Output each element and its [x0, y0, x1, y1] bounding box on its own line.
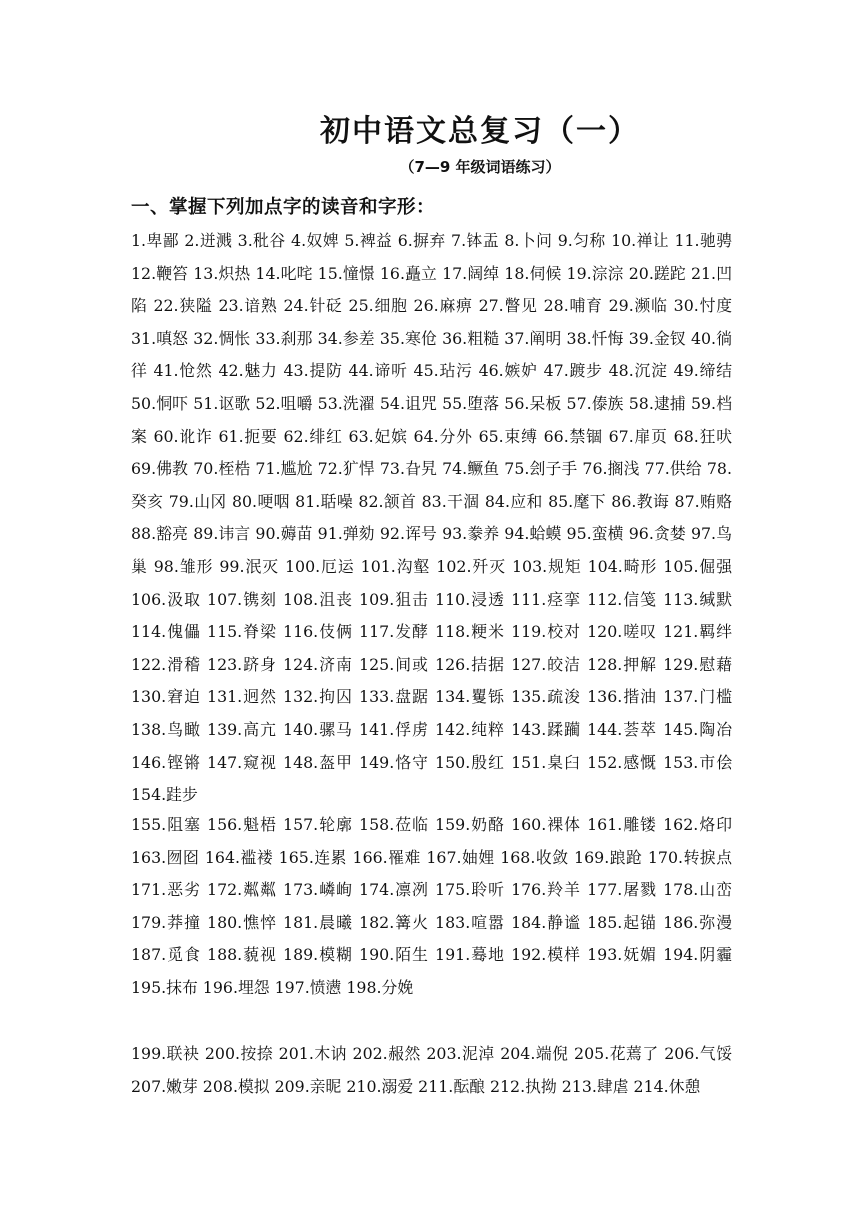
- vocab-paragraph-2: 155.阻塞 156.魁梧 157.轮廓 158.莅临 159.奶酪 160.裸体 161.雕镂 162.烙印 163.囫囵 164.褴褛 165.连累 166.罹难 167.妯娌 168.收敛 169.踉跄 170.转捩点 171.恶劣 172.粼粼 173.嶙峋 174.凛冽 175.聆听 176.羚羊 177.屠戮 178.山峦 179.莽撞 180.憔悴 181.晨曦 182.篝火 183.喧嚣 184.静谧 185.起锚 186.弥漫 187.觅食 188.藐视 189.模糊 190.陌生 191.蓦地 192.模样 193.妩媚 194.阴霾 195.抹布 196.埋怨 197.愤懑 198.分娩: [131, 815, 732, 997]
- page-subtitle: （7—9 年级词语练习）: [399, 158, 561, 176]
- vocab-paragraph-3: 199.联袂 200.按捺 201.木讷 202.赧然 203.泥淖 204.端倪 205.花蔫了 206.气馁 207.嫩芽 208.模拟 209.亲昵 210.溺爱 211.酝酿 212.执拗 213.肆虐 214.休憩: [131, 1044, 732, 1096]
- vocab-paragraph-1: 1.卑鄙 2.迸溅 3.秕谷 4.奴婢 5.裨益 6.摒弃 7.钵盂 8.卜问 9.匀称 10.禅让 11.驰骋 12.鞭笞 13.炽热 14.叱咤 15.憧憬 16.矗立 17.阔绰 18.伺候 19.淙淙 20.蹉跎 21.凹陷 22.狭隘 23.谙熟 24.针砭 25.细胞 26.麻痹 27.瞥见 28.哺育 29.濒临 30.忖度 31.嗔怒 32.惆怅 33.刹那 34.参差 35.寒伧 36.粗糙 37.阐明 38.忏悔 39.金钗 40.徜徉 41.怆然 42.魅力 43.提防 44.谛听 45.玷污 46.嫉妒 47.踱步 48.沉淀 49.缔结 50.恫吓 51.讴歌 52.咀嚼 53.洗濯 54.诅咒 55.堕落 56.呆板 57.傣族 58.逮捕 59.档案 60.讹诈 61.扼要 62.绯红 63.妃嫔 64.分外 65.束缚 66.禁锢 67.扉页 68.狂吠 69.佛教 70.桎梏 71.尴尬 72.犷悍 73.旮旯 74.鳜鱼 75.刽子手 76.搁浅 77.供给 78.癸亥 79.山冈 80.哽咽 81.聒噪 82.颔首 83.干涸 84.应和 85.麾下 86.教诲 87.贿赂 88.豁亮 89.讳言 90.薅苗 91.弹劾 92.诨号 93.豢养 94.蛤蟆 95.蛮横 96.贪婪 97.鸟巢 98.雏形 99.泯灭 100.厄运 101.沟壑 102.歼灭 103.规矩 104.畸形 105.倔强 106.汲取 107.镌刻 108.沮丧 109.狙击 110.浸透 111.痉挛 112.信笺 113.缄默 114.傀儡 115.脊梁 116.伎俩 117.发酵 118.粳米 119.校对 120.嗟叹 121.羁绊 122.滑稽 123.跻身 124.济南 125.间或 126.拮据 127.皎洁 128.押解 129.慰藉 130.窘迫 131.迥然 132.拘囚 133.盘踞 134.矍铄 135.疏浚 136.揩油 137.门槛 138.鸟瞰 139.高亢 140.骡马 141.俘虏 142.纯粹 143.蹂躏 144.荟萃 145.陶冶 146.铿锵 147.窥视 148.盔甲 149.恪守 150.殷红 151.臬臼 152.感慨 153.市侩 154.跬步: [131, 231, 732, 805]
- page-title: 初中语文总复习（一）: [320, 114, 640, 149]
- section-heading: 一、掌握下列加点字的读音和字形：: [131, 197, 436, 218]
